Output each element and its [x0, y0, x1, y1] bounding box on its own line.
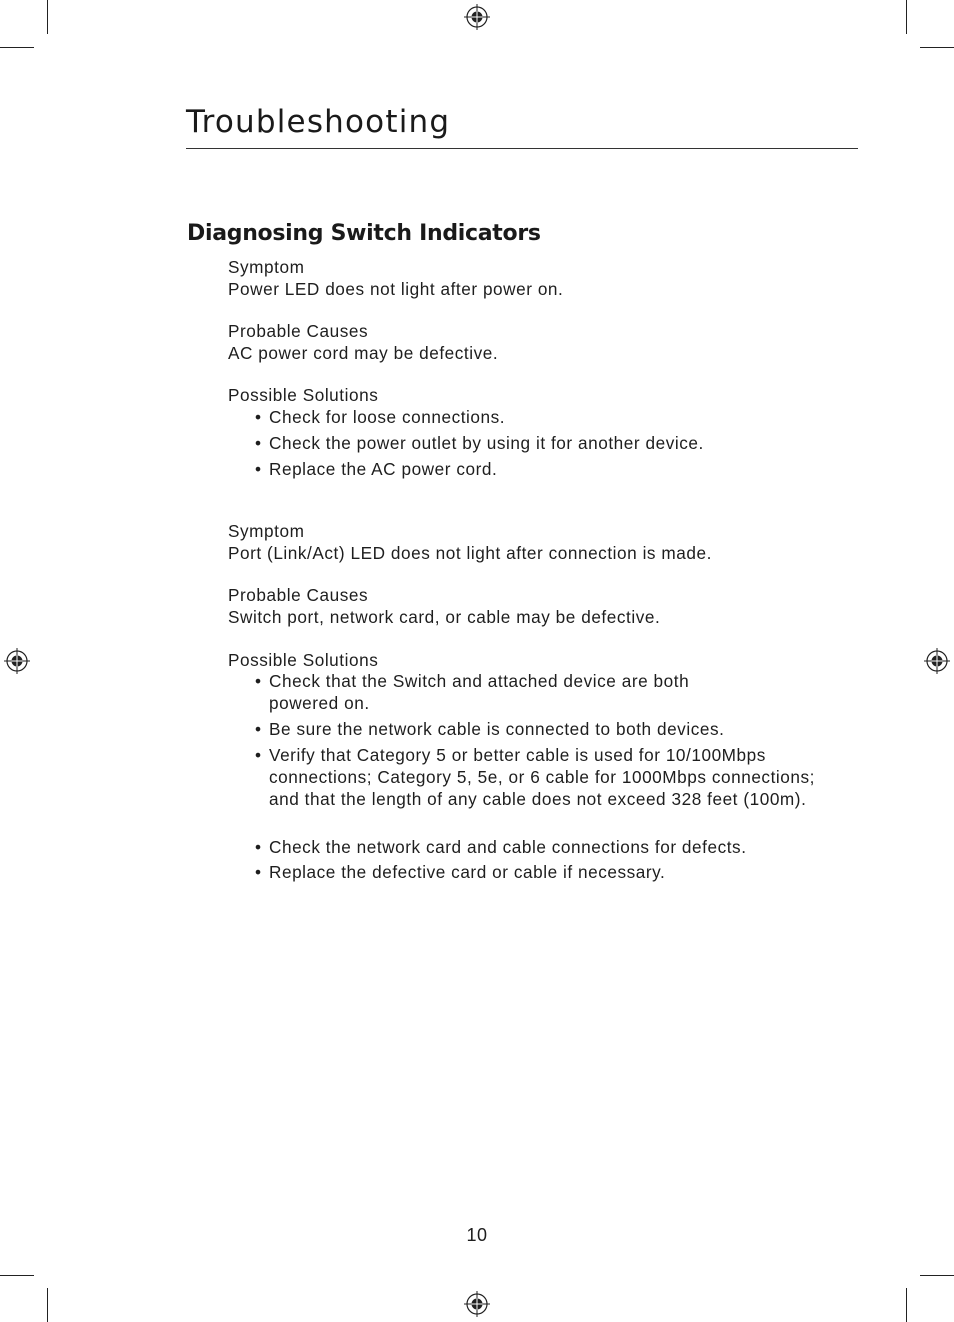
registration-mark-icon [4, 648, 30, 674]
list-item-text: Verify that Category 5 or better cable is used for 10/100Mbps connections; Category 5, 5e, or 6 cable for 1000Mbps connections; and that the length of any cable does not exceed 328 feet (100m). [269, 745, 815, 809]
list-item-text: Check for loose connections. [269, 407, 506, 427]
bullet-icon: • [255, 407, 262, 427]
list-item [255, 836, 845, 858]
list-item [255, 718, 845, 740]
crop-mark-icon [47, 0, 48, 34]
crop-mark-icon [920, 47, 954, 48]
list-item [255, 744, 845, 810]
symptom-label: Symptom [228, 521, 305, 541]
list-item [255, 458, 845, 480]
list-item [255, 406, 845, 428]
list-item-text: Check the network card and cable connections for defects. [269, 837, 747, 857]
crop-mark-icon [906, 1288, 907, 1322]
bullet-icon: • [255, 671, 262, 691]
bullet-icon: • [255, 745, 262, 765]
bullet-icon: • [255, 862, 262, 882]
list-item [255, 861, 845, 883]
causes-text: Switch port, network card, or cable may be defective. [228, 607, 661, 627]
crop-mark-icon [47, 1288, 48, 1322]
solutions-label: Possible Solutions [228, 650, 379, 670]
list-item-text: Be sure the network cable is connected to both devices. [269, 719, 725, 739]
list-item-text: Check the power outlet by using it for another device. [269, 433, 704, 453]
symptom-label: Symptom [228, 257, 305, 277]
symptom-text: Port (Link/Act) LED does not light after connection is made. [228, 543, 712, 563]
bullet-icon: • [255, 837, 262, 857]
title-divider [186, 148, 858, 149]
crop-mark-icon [0, 1275, 34, 1276]
bullet-icon: • [255, 433, 262, 453]
crop-mark-icon [920, 1275, 954, 1276]
registration-mark-icon [464, 1291, 490, 1317]
registration-mark-icon [924, 648, 950, 674]
crop-mark-icon [906, 0, 907, 34]
list-item-text: Replace the defective card or cable if necessary. [269, 862, 666, 882]
list-item-text: Replace the AC power cord. [269, 459, 498, 479]
causes-text: AC power cord may be defective. [228, 343, 499, 363]
crop-mark-icon [0, 47, 34, 48]
list-item [255, 432, 845, 454]
list-item-text: Check that the Switch and attached device are both powered on. [269, 671, 690, 713]
causes-label: Probable Causes [228, 321, 369, 341]
solutions-label: Possible Solutions [228, 385, 379, 405]
page-number: 10 [466, 1225, 488, 1245]
registration-mark-icon [464, 4, 490, 30]
bullet-icon: • [255, 719, 262, 739]
symptom-text: Power LED does not light after power on. [228, 279, 564, 299]
section-heading: Diagnosing Switch Indicators [187, 221, 541, 246]
bullet-icon: • [255, 459, 262, 479]
list-item [255, 670, 760, 714]
causes-label: Probable Causes [228, 585, 369, 605]
page-title: Troubleshooting [186, 104, 451, 140]
